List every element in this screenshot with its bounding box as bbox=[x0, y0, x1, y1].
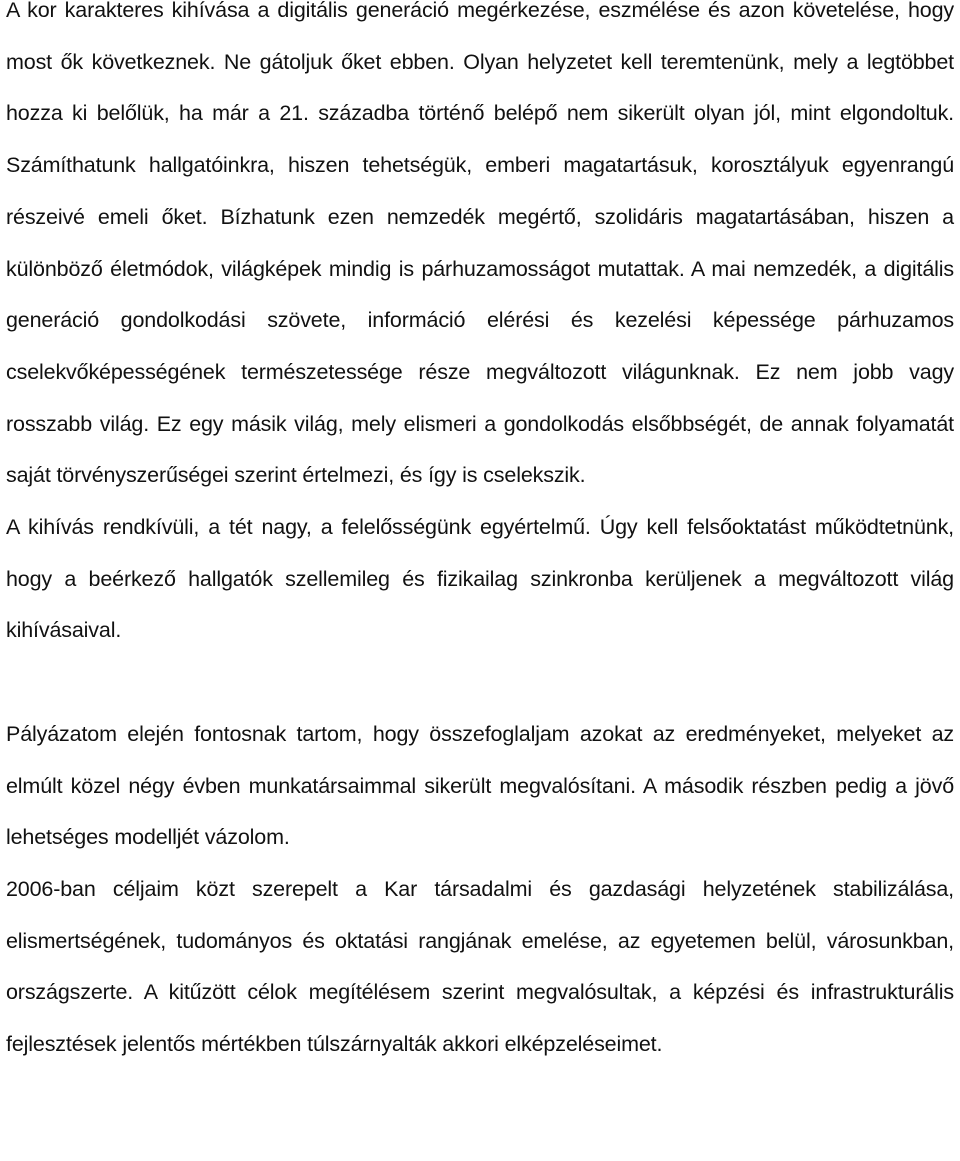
paragraph-gap bbox=[6, 657, 954, 709]
paragraph-2006-goals: 2006-ban céljaim közt szerepelt a Kar társadalmi és gazdasági helyzetének stabilizálása, elismertségének, tudományos és oktatási rangjának emelése, az egyetemen belül, városunkban, országszerte. A kitűzött célok megítélésem szerint megvalósultak, a képzési és infrastrukturális fejlesztések jelentős mértékben túlszárnyalták akkori elképzeléseimet. bbox=[6, 876, 954, 1057]
paragraph-digital-generation: A kor karakteres kihívása a digitális generáció megérkezése, eszmélése és azon követelése, hogy most ők következnek. Ne gátoljuk őket ebben. Olyan helyzetet kell teremtenünk, mely a legtöbbet hozza ki belőlük, ha már a 21. századba történő belépő nem sikerült olyan jól, mint elgondoltuk. Számíthatunk hallgatóinkra, hiszen tehetségük, emberi magatartásuk, korosztályuk egyenrangú részeivé emeli őket. Bízhatunk ezen nemzedék megértő, szolidáris magatartásában, hiszen a különböző életmódok, világképek mindig is párhuzamosságot mutattak. A mai nemzedék, a digitális generáció gondolkodási szövete, információ elérési és kezelési képessége párhuzamos cselekvőképességének természetessége része megváltozott világunknak. Ez nem jobb vagy rosszabb világ. Ez egy másik világ, mely elismeri a gondolkodás elsőbbségét, de annak folyamatát saját törvényszerűségei szerint értelmezi, és így is cselekszik. bbox=[6, 0, 954, 488]
paragraph-challenge: A kihívás rendkívüli, a tét nagy, a felelősségünk egyértelmű. Úgy kell felsőoktatást működtetnünk, hogy a beérkező hallgatók szellemileg és fizikailag szinkronba kerüljenek a megváltozott világ kihívásaival. bbox=[6, 515, 954, 643]
document-page bbox=[6, 0, 954, 1071]
paragraph-application-intro: Pályázatom elején fontosnak tartom, hogy összefoglaljam azokat az eredményeket, melyeket az elmúlt közel négy évben munkatársaimmal sikerült megvalósítani. A második részben pedig a jövő lehetséges modelljét vázolom. bbox=[6, 721, 954, 850]
